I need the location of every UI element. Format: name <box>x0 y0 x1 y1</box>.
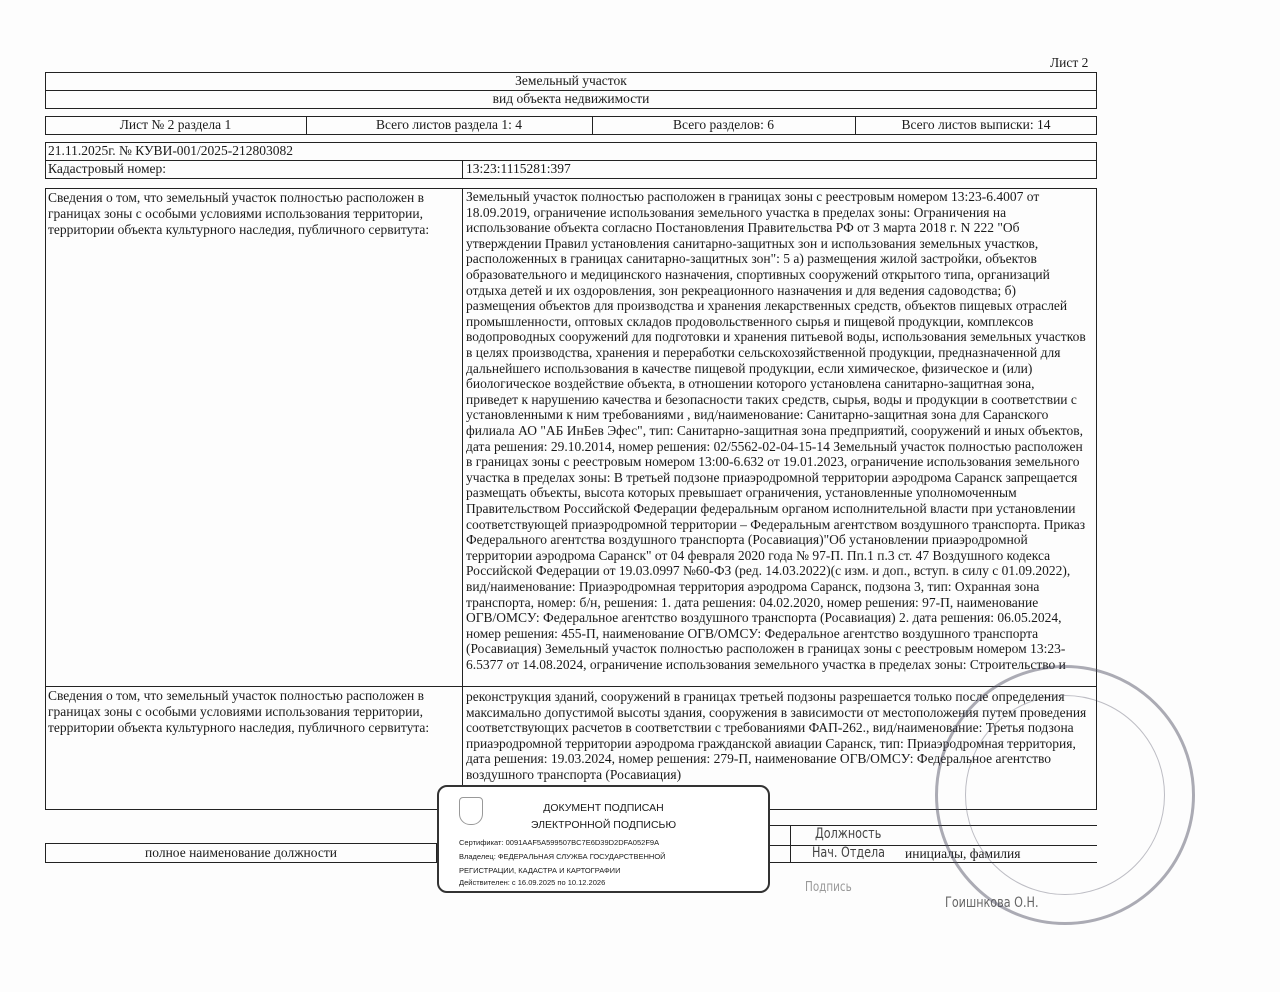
text-line: размещать объекты, высота которых превышает ограничения, установленные уполномоченным <box>466 485 1017 501</box>
text-line: Земельный участок полностью расположен в границах зоны с реестровым номером 13:23-6.4007 от <box>466 189 1040 204</box>
text-line: (Росавиация) Земельный участок полностью расположен в границах зоны с реестровым номером 13:23- <box>466 641 1066 657</box>
object-type: вид объекта недвижимости <box>492 91 650 106</box>
text-line: использование объекта согласно Постановления Правительства РФ от 3 марта 2018 г. N 222 "Об <box>466 220 1020 236</box>
initials-label: инициалы, фамилия <box>905 846 1021 861</box>
text-line: дата решения: 19.03.2024, номер решения: 279-П, наименование ОГВ/ОМСУ: Федеральное агентство <box>466 751 1052 767</box>
total-sections: Всего разделов: 6 <box>673 117 774 132</box>
text-line: реконструкция зданий, сооружений в границах третьей подзоны разрешается только после определения <box>466 689 1065 704</box>
sheet-label: Лист 2 <box>1050 55 1089 70</box>
section1-label: Сведения о том, что земельный участок полностью расположен в границах зоны с особыми условиями использования территории, территории объекта культурного наследия, публичного сервитута: <box>48 190 430 237</box>
text-line: расположенных в границах санитарно-защитных зон": 5 а) размещения жилой застройки, объектов <box>466 251 1037 267</box>
text-line: утверждении Правил установления санитарно-защитных зон и использования земельных участков, <box>466 235 1039 251</box>
object-title: Земельный участок <box>515 73 627 88</box>
stamp-owner-cont: РЕГИСТРАЦИИ, КАДАСТРА И КАРТОГРАФИИ <box>459 866 621 875</box>
cadastral-label: Кадастровый номер: <box>48 161 167 176</box>
text-line: Российской Федерации от 19.03.0997 №60-ФЗ (ред. 14.03.2022)(с изм. и доп., вступ. в силу с 01.09.2022), <box>466 563 1071 579</box>
stamp-certificate: Сертификат: 0091AAF5A599507BC7E6D39D2DFA052F9A <box>459 838 660 847</box>
text-line: размещения объектов для производства и хранения лекарственных средств, объектов пищевых отраслей <box>466 298 1068 314</box>
text-line: воздушного транспорта (Росавиация) <box>466 767 682 782</box>
stamp-title: ДОКУМЕНТ ПОДПИСАН <box>543 802 664 814</box>
text-line: 18.09.2019, ограничение использования земельного участка в пределах зоны: Ограничения на <box>466 204 1007 220</box>
text-line: биологическое воздействие объекта, в отношении которого установлена санитарно-защитная зона, <box>466 376 1035 392</box>
text-line: участка в пределах зоны: В третьей подзоне приаэродромной территории аэродрома Саранск запрещается <box>466 469 1078 485</box>
text-line: отдыха детей и их оздоровления, зон рекреационного назначения и для ведения садоводства; б) <box>466 282 1016 298</box>
text-line: дальнейшего использования в качестве пищевой продукции, если химическое, физическое и (или) <box>466 360 1033 376</box>
text-line: филиала АО "АБ ИнБев Эфес", тип: Санитарно-защитная зона предприятий, сооружений и иных объектов, <box>466 423 1083 438</box>
text-line: образовательного и медицинского назначения, спортивных сооружений открытого типа, организаций <box>466 267 1050 282</box>
cadastral-number: 13:23:1115281:397 <box>466 161 571 176</box>
name-value: Гоишнкова О.Н. <box>945 895 1039 911</box>
total-sheets-section: Всего листов раздела 1: 4 <box>375 117 523 132</box>
text-line: 6.5377 от 14.08.2024, ограничение использования земельного участка в пределах зоны: Строительство и <box>466 657 1066 672</box>
stamp-owner: Владелец: ФЕДЕРАЛЬНАЯ СЛУЖБА ГОСУДАРСТВЕННОЙ <box>459 852 666 861</box>
text-line: территории аэродрома Саранск" от 04 февраля 2020 года № 97-П. Пп.1 п.3 ст. 47 Воздушного кодекса <box>466 547 1051 563</box>
text-line: дата решения: 29.10.2014, номер решения: 02/5562-02-04-15-14 Земельный участок полностью расположен <box>466 438 1083 454</box>
text-line: транспорта, номер: б/н, решения: 1. дата решения: 04.02.2020, номер решения: 97-П, наименование <box>466 594 1039 610</box>
text-line: установленными к ним требованиями , вид/наименование: Санитарно-защитная зона для Саранского <box>466 407 1049 423</box>
round-seal-inner <box>965 695 1165 895</box>
text-line: номер решения: 455-П, наименование ОГВ/ОМСУ: Федеральное агентство воздушного транспорта <box>466 625 1039 641</box>
text-line: соответствующих расчетов в соответствии с требованиями ФАП-262., вид/наименование: Третья подзона <box>466 720 1074 736</box>
text-line: в целях производства, хранения и переработки сельскохозяйственной продукции, предназначенной для <box>466 345 1061 360</box>
text-line: приаэродромной территории аэродрома гражданской авиации Саранск, тип: Приаэродромная территория, <box>466 735 1076 751</box>
text-line: Правительством Российской Федерации федеральным органом исполнительной власти при установлении <box>466 501 1076 516</box>
text-line: в границах зоны с реестровым номером 13:00-6.632 от 19.01.2023, ограничение использования земельного <box>466 454 1080 470</box>
text-line: промышленности, оптовых складов продовольственного сырья и пищевой продукции, комплексов <box>466 313 1034 329</box>
text-line: Федерального агентства воздушного транспорта (Росавиация)"Об установлении приаэродромной <box>466 532 1028 548</box>
text-line: максимально допустимой высоты здания, сооружения в зависимости от местоположения путем проведения <box>466 704 1087 720</box>
date-number: 21.11.2025г. № КУВИ-001/2025-212803082 <box>48 143 294 158</box>
position-label: полное наименование должности <box>145 845 337 860</box>
text-line: ОГВ/ОМСУ: Федеральное агентство воздушного транспорта (Росавиация) 2. дата решения: 06.05.2024, <box>466 610 1062 626</box>
total-sheets-extract: Всего листов выписки: 14 <box>901 117 1051 132</box>
sheet-of-section: Лист № 2 раздела 1 <box>119 117 232 132</box>
text-line: соответствующей приаэродромной территории – Федеральным агентством воздушного транспорта. Приказ <box>466 516 1086 532</box>
e-signature-stamp <box>437 785 770 893</box>
stamp-subtitle: ЭЛЕКТРОННОЙ ПОДПИСЬЮ <box>530 819 677 831</box>
sign-label: Подпись <box>805 880 852 895</box>
text-line: приведет к нарушению качества и безопасности таких средств, сырья, воды и продукции в соответствии с <box>466 391 1077 407</box>
position-value: Нач. Отдела <box>812 845 886 861</box>
section2-label: Сведения о том, что земельный участок полностью расположен в границах зоны с особыми условиями использования территории, территории объекта культурного наследия, публичного сервитута: <box>48 688 430 735</box>
stamp-validity: Действителен: с 16.09.2025 по 10.12.2026 <box>459 878 606 887</box>
text-line: водопроводных сооружений для подготовки и хранения питьевой воды, использования земельных участков <box>466 329 1086 345</box>
text-line: вид/наименование: Приаэродромная территория аэродрома Саранск, подзона 3, тип: Охранная зона <box>466 579 1040 594</box>
position-handwritten: Должность <box>815 826 882 842</box>
